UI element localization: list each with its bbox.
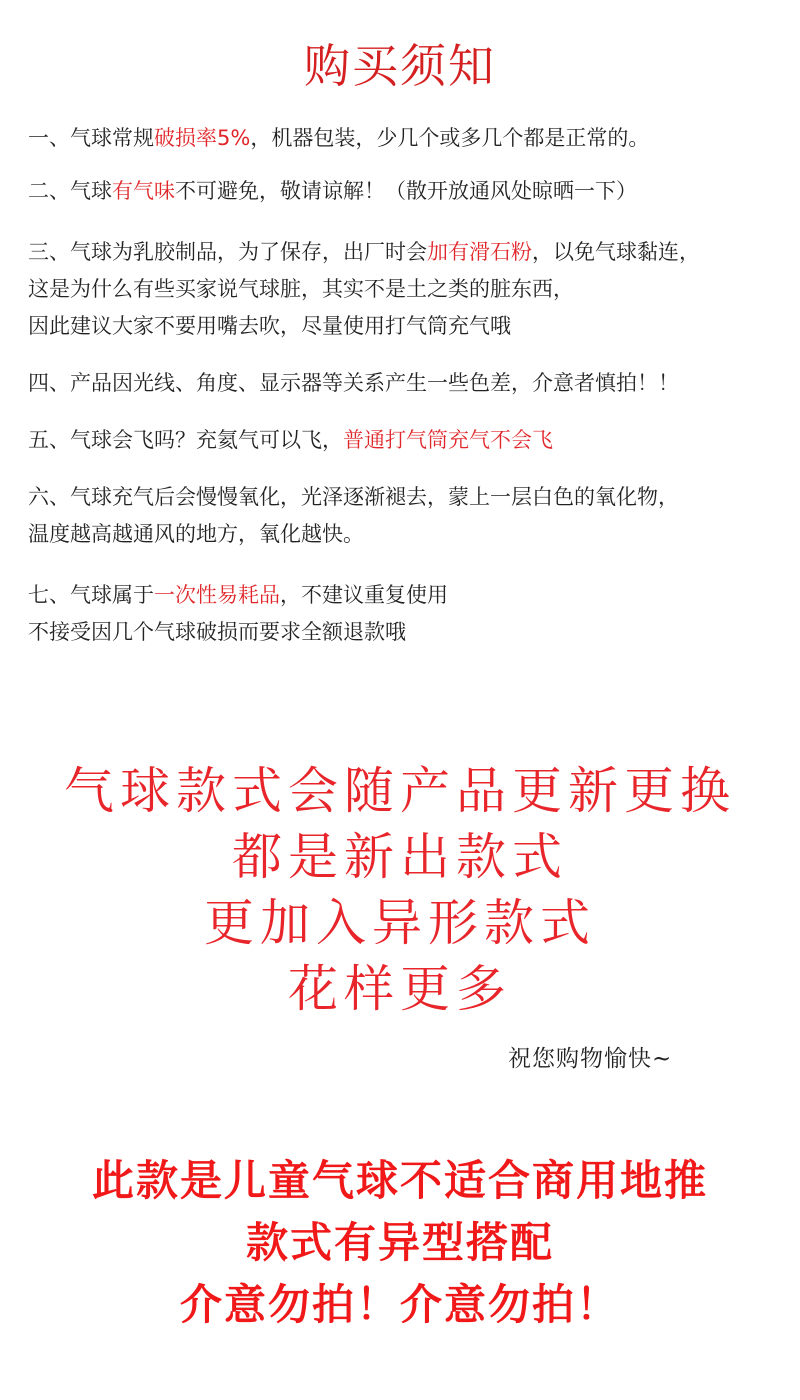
rule-7-line-2: 不接受因几个气球破损而要求全额退款哦: [28, 620, 406, 644]
warning-line: 此款是儿童气球不适合商用地推: [91, 1156, 708, 1205]
rule-4: 四、产品因光线、角度、显示器等关系产生一些色差，介意者慎拍！！: [28, 371, 679, 395]
highlight-text: 破损率5%: [154, 126, 251, 150]
rule-5: 五、气球会飞吗？充氦气可以飞，普通打气筒充气不会飞: [28, 428, 553, 452]
highlight-text: 普通打气筒充气不会飞: [343, 428, 553, 452]
warning-line: 款式有异型搭配: [245, 1218, 554, 1267]
rule-6: 六、气球充气后会慢慢氧化，光泽逐渐褪去，蒙上一层白色的氧化物，: [28, 485, 679, 509]
rule-1: 一、气球常规破损率5%，机器包装，少几个或多几个都是正常的。: [28, 126, 650, 150]
rule-3-line-2: 这是为什么有些买家说气球脏，其实不是土之类的脏东西，: [28, 277, 574, 301]
promo-line: 花样更多: [288, 960, 512, 1018]
page-title: 购买须知: [304, 39, 496, 93]
highlight-text: 一次性易耗品: [154, 583, 280, 607]
wish-text: 祝您购物愉快~: [508, 1046, 673, 1072]
promo-line: 气球款式会随产品更新更换: [64, 762, 736, 820]
rule-3-line-3: 因此建议大家不要用嘴去吹，尽量使用打气筒充气哦: [28, 314, 511, 338]
warning-block: [0, 1150, 800, 1336]
promo-block: [0, 758, 800, 1022]
highlight-text: 加有滑石粉: [427, 240, 532, 264]
warning-line: 介意勿拍！介意勿拍！: [179, 1280, 620, 1329]
rule-2: 二、气球有气味不可避免，敬请谅解！（散开放通风处晾晒一下）: [28, 179, 637, 203]
rule-7: 七、气球属于一次性易耗品，不建议重复使用: [28, 583, 448, 607]
promo-line: 都是新出款式: [232, 828, 568, 886]
promo-line: 更加入异形款式: [204, 894, 596, 952]
rule-6-line-2: 温度越高越通风的地方，氧化越快。: [28, 522, 364, 546]
highlight-text: 有气味: [112, 179, 175, 203]
rules-list: [28, 120, 788, 651]
rule-3: 三、气球为乳胶制品，为了保存，出厂时会加有滑石粉，以免气球黏连，: [28, 240, 700, 264]
